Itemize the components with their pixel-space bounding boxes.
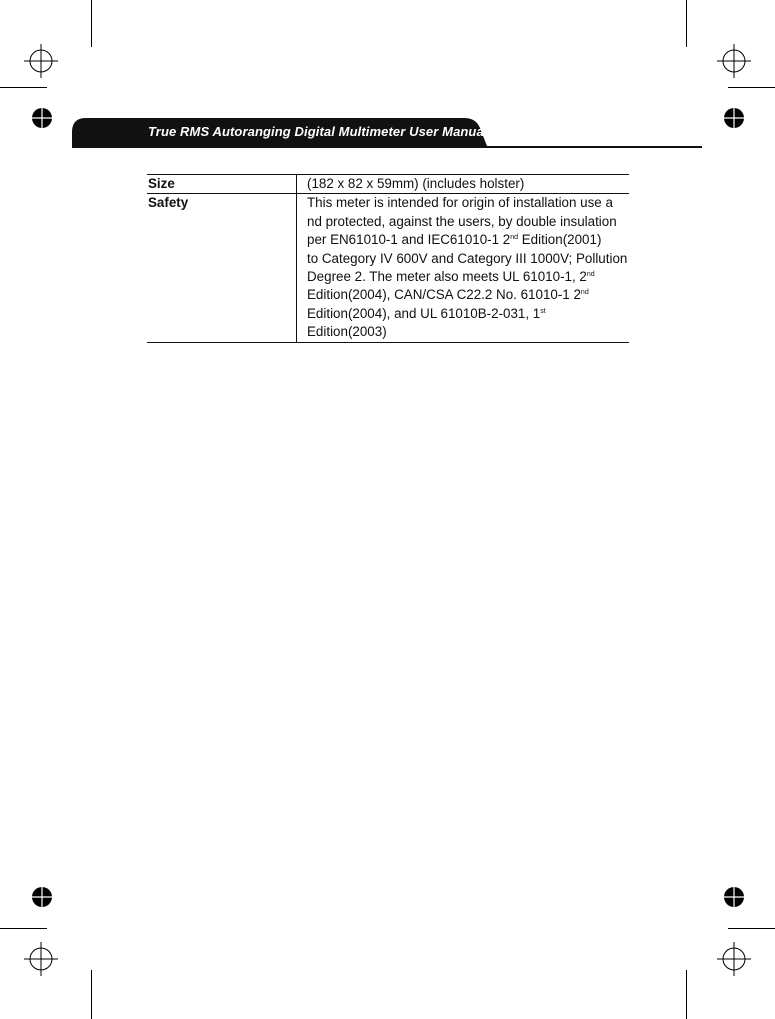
ordinal-suffix: nd [580,289,589,297]
spec-label: Safety [147,194,297,342]
spec-line: Edition(2004), and UL 61010B-2-031, 1st [307,305,546,321]
spec-table [147,174,629,343]
trim-mark-right-top [728,87,775,88]
registration-target-icon [31,886,53,908]
spec-label: Size [147,175,297,194]
registration-target-icon [723,107,745,129]
trim-mark-top-left [91,0,92,47]
trim-mark-bottom-right [686,970,687,1019]
spec-line: (182 x 82 x 59mm) (includes holster) [307,176,525,191]
registration-crosshair-icon [24,942,58,976]
registration-target-icon [31,107,53,129]
ordinal-suffix: nd [586,271,595,279]
trim-mark-top-right [686,0,687,47]
spec-line: Degree 2. The meter also meets UL 61010-1, 2nd [307,269,595,285]
registration-crosshair-icon [717,44,751,78]
trim-mark-bottom-left [91,970,92,1019]
spec-line: Edition(2004), CAN/CSA C22.2 No. 61010-1 2nd [307,287,589,303]
spec-line: per EN61010-1 and IEC61010-1 2nd Edition(2001) [307,232,602,248]
registration-crosshair-icon [717,942,751,976]
running-header [72,118,702,148]
trim-mark-right-bottom [728,928,775,929]
registration-target-icon [723,886,745,908]
manual-title: True RMS Autoranging Digital Multimeter User Manual [148,124,488,139]
trim-mark-left-top [0,87,47,88]
table-row [147,194,629,342]
spec-line: to Category IV 600V and Category III 1000V; Pollution [307,250,628,266]
spec-line: Edition(2003) [307,324,387,340]
ordinal-suffix: nd [510,234,519,242]
registration-crosshair-icon [24,44,58,78]
spec-line: nd protected, against the users, by double insulation [307,213,617,229]
trim-mark-left-bottom [0,928,47,929]
spec-line: This meter is intended for origin of installation use a [307,195,613,211]
ordinal-suffix: st [540,307,546,315]
spec-value [297,175,630,194]
table-row [147,175,629,194]
spec-value [297,194,630,342]
